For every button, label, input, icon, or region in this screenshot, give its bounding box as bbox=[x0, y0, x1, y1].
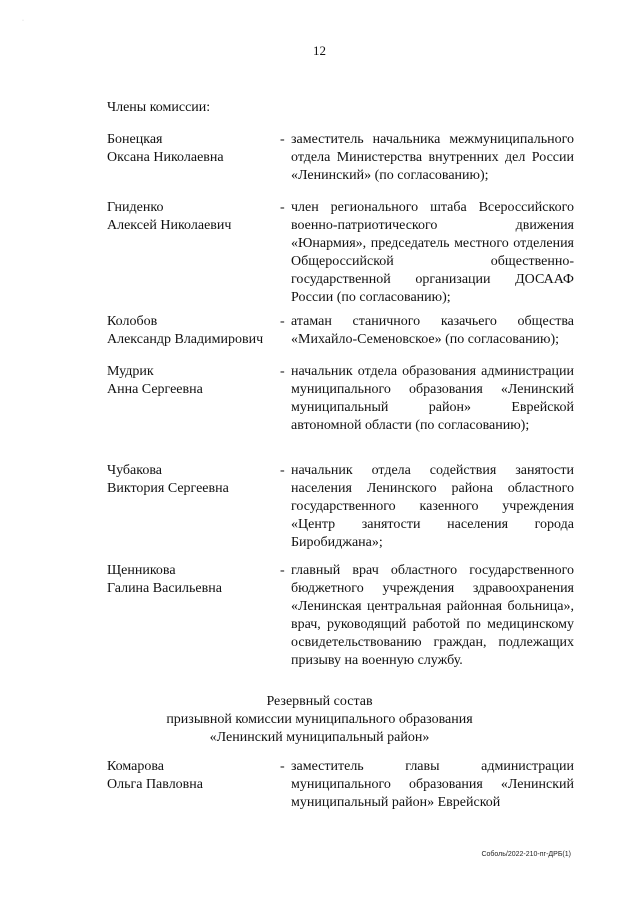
member-name: Мудрик Анна Сергеевна bbox=[107, 364, 203, 397]
member-name: Гниденко Алексей Николаевич bbox=[107, 200, 232, 233]
reserve-heading: Резервный состав призывной комиссии муниципального образования «Ленинский муниципальный район» bbox=[166, 694, 473, 745]
scan-mark: · bbox=[22, 18, 24, 24]
dash: - bbox=[280, 364, 285, 379]
member-role: заместитель начальника межмуниципального отдела Министерства внутренних дел России «Ленинский» (по согласованию); bbox=[291, 132, 574, 183]
dash: - bbox=[280, 132, 285, 147]
member-role: заместитель главы администрации муниципального образования «Ленинский муниципальный район» Еврейской bbox=[291, 759, 574, 810]
members-heading: Члены комиссии: bbox=[107, 100, 211, 115]
page-number: 12 bbox=[313, 43, 326, 58]
member-role: начальник отдела содействия занятости населения Ленинского района областного государственного казенного учреждения «Центр занятости населения города Биробиджана»; bbox=[291, 463, 574, 550]
dash: - bbox=[280, 759, 285, 774]
member-name: Чубакова Виктория Сергеевна bbox=[107, 463, 229, 496]
document-code: Соболь/2022-210-пг-ДРБ(1) bbox=[481, 851, 571, 858]
member-role: атаман станичного казачьего общества «Михайло-Семеновское» (по согласованию); bbox=[291, 314, 574, 347]
member-role: начальник отдела образования администрации муниципального образования «Ленинский муниципальный район» Еврейской автономной области (по согласованию); bbox=[291, 364, 574, 433]
member-role: главный врач областного государственного бюджетного учреждения здравоохранения «Ленинская центральная районная больница», врач, руководящий работой по медицинскому освидетельствованию граждан, подлежащих призыву на военную службу. bbox=[291, 563, 574, 668]
dash: - bbox=[280, 200, 285, 215]
dash: - bbox=[280, 314, 285, 329]
member-role: член регионального штаба Всероссийского военно-патриотического движения «Юнармия», председатель местного отделения Общероссийской общественно-государственной организации ДОСААФ России (по согласованию); bbox=[291, 200, 574, 305]
member-name: Колобов Александр Владимирович bbox=[107, 314, 264, 347]
member-name: Бонецкая Оксана Николаевна bbox=[107, 132, 224, 165]
member-name: Щенникова Галина Васильевна bbox=[107, 563, 222, 596]
member-name: Комарова Ольга Павловна bbox=[107, 759, 203, 792]
dash: - bbox=[280, 563, 285, 578]
dash: - bbox=[280, 463, 285, 478]
